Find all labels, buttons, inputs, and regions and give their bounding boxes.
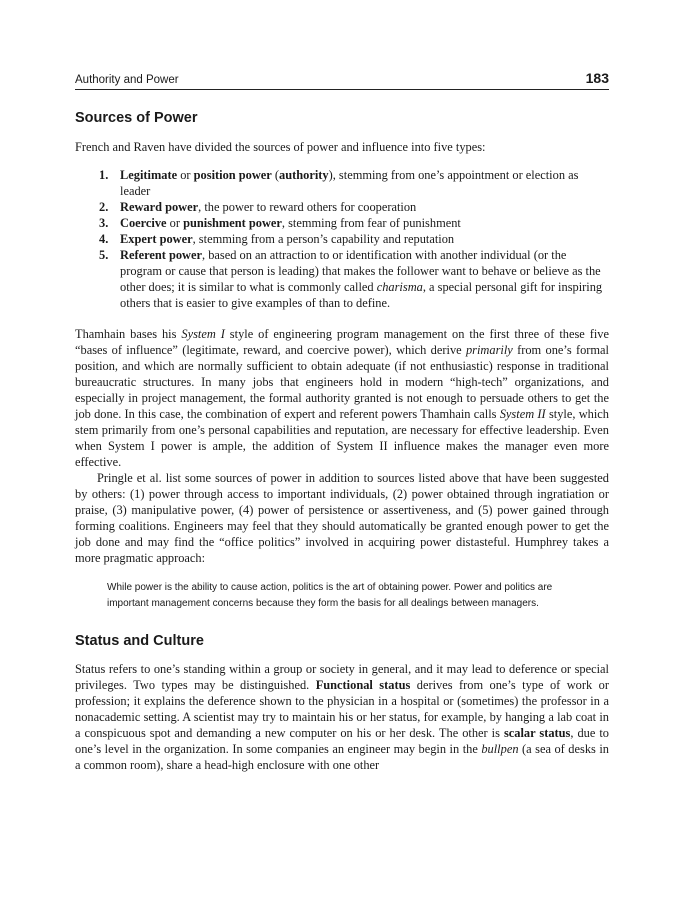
list-number: 2. xyxy=(99,200,109,214)
intro-paragraph: French and Raven have divided the sources of power and influence into five types: xyxy=(75,140,486,154)
power-type-item: 2. Reward power, the power to reward others for cooperation xyxy=(99,200,417,214)
pringle-paragraph: Pringle et al. list some sources of power in addition to sources listed above that have been suggested by others: (1) power through access to important individuals, (2) power obtained through ingratiation or praise, (3) manipulative power, (4) power of persistence or assertiveness, and (5) power gained through forming coalitions. Engineers may feel that they should automatically be granted enough power to get the job done and may find the “office politics” involved in acquiring power distasteful. Humphrey takes a more pragmatic approach: xyxy=(75,471,609,565)
power-type-item: 4. Expert power, stemming from a person’s capability and reputation xyxy=(99,232,455,246)
list-number: 5. xyxy=(99,248,109,262)
page-number: 183 xyxy=(585,70,609,86)
list-number: 1. xyxy=(99,168,109,182)
section-heading-sources-of-power: Sources of Power xyxy=(75,110,198,126)
power-type-item: 3. Coercive or punishment power, stemming from fear of punishment xyxy=(99,216,461,230)
list-number: 3. xyxy=(99,216,109,230)
power-type-item: 5. Referent power, based on an attraction to or identification with another individual (or the program or cause that person is leading) that makes the follower want to behave or believe as the other does; it is similar to what is commonly called charisma, a special personal gift for inspiring others that is easier to give examples of than to define. xyxy=(99,248,603,310)
thamhain-paragraph: Thamhain bases his System I style of engineering program management on the first three of these five “bases of influence” (legitimate, reward, and coercive power), which derive primarily from one’s formal position, and which are normally sufficient to obtain adequate (if not enthusiastic) response in traditional bureaucratic structures. In many jobs that engineers hold in modern “high-tech” organizations, and especially in project management, the formal authority granted is not enough to persuade others to get the job done. In this case, the combination of expert and referent powers Thamhain calls System II style, which stem primarily from one’s personal capabilities and reputation, are necessary for effective leadership. Even when System I power is ample, the addition of System II influence makes the manager even more effective. xyxy=(75,327,609,469)
status-paragraph: Status refers to one’s standing within a group or society in general, and it may lead to deference or special privileges. Two types may be distinguished. Functional status derives from one’s type of work or profession; it explains the deference shown to the physician in a hospital or (sometimes) the professor in a nonacademic setting. A scientist may try to maintain his or her status, for example, by hanging a lab coat in a conspicuous spot and demanding a new computer on his or her desk. The other is scalar status, due to one’s level in the organization. In some companies an engineer may begin in the bullpen (a sea of desks in a common room), share a head-high enclosure with one other xyxy=(75,662,609,772)
running-header xyxy=(75,70,609,90)
running-title: Authority and Power xyxy=(75,74,179,86)
humphrey-quote: While power is the ability to cause action, politics is the art of obtaining power. Power and politics are important management concerns because they form the basis for all dealings between managers. xyxy=(107,582,553,609)
power-types-list xyxy=(75,167,609,311)
list-number: 4. xyxy=(99,232,109,246)
book-page xyxy=(75,70,609,773)
section-heading-status-and-culture: Status and Culture xyxy=(75,633,204,649)
power-type-item: 1. Legitimate or position power (authority), stemming from one’s appointment or election as leader xyxy=(99,168,579,198)
